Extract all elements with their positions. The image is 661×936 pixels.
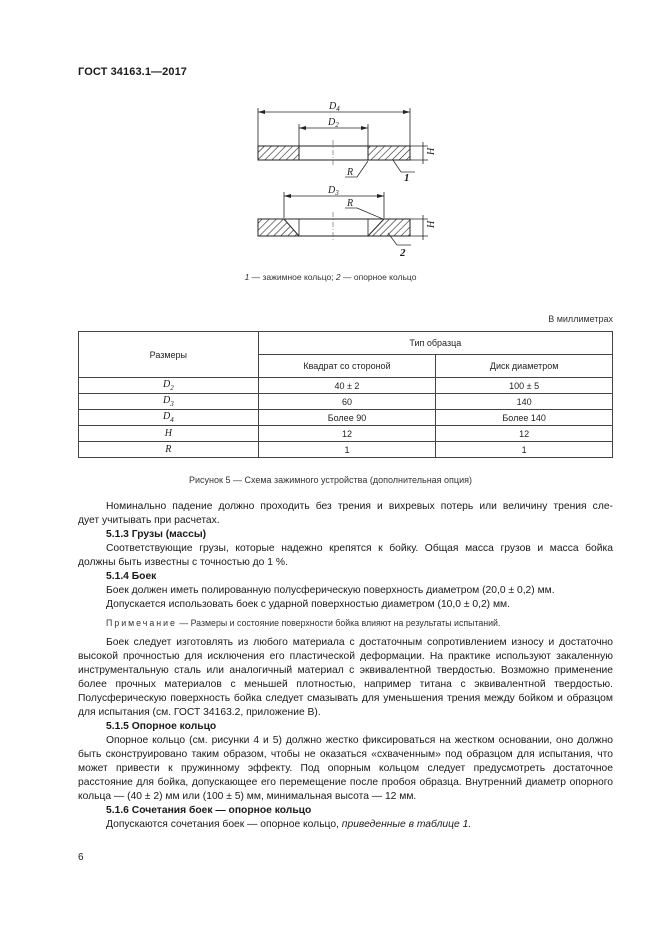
section-heading-514: 5.1.4 Боек — [106, 571, 157, 582]
dimensions-table — [78, 331, 613, 458]
paragraph-friction-line2: дует учитывать при расчетах. — [78, 515, 220, 526]
row-disk: Более 140 — [436, 410, 613, 426]
row-square: 12 — [258, 426, 436, 442]
row-name: $D_2$ — [79, 378, 259, 394]
section-heading-516: 5.1.6 Сочетания боек — опорное кольцо — [106, 805, 312, 816]
header-disk: Диск диаметром — [436, 355, 613, 378]
callout-2: 2 — [400, 247, 406, 259]
figure-caption: Рисунок 5 — Схема зажимного устройства (дополнительная опция) — [189, 475, 472, 485]
r-label-2: R — [347, 198, 354, 209]
row-name: $D_3$ — [79, 394, 259, 410]
table-row — [79, 442, 613, 458]
row-disk: 140 — [436, 394, 613, 410]
r-label-1: R — [347, 167, 354, 178]
document-code: ГОСТ 34163.1—2017 — [78, 66, 188, 78]
paragraph-weights-line1: Соответствующие грузы, которые надежно крепятся к бойку. Общая масса грузов и масса бойка — [106, 543, 613, 554]
row-square: Более 90 — [258, 410, 436, 426]
row-name: H — [79, 426, 259, 442]
note-text: — Размеры и состояние поверхности бойка влияют на результаты испытаний. — [176, 618, 501, 628]
paragraph-striker-2: Допускается использовать боек с ударной поверхностью диаметром (10,0 ± 0,2) мм. — [106, 599, 510, 610]
row-disk: 12 — [436, 426, 613, 442]
note-label: Примечание — [106, 618, 177, 628]
section-heading-515: 5.1.5 Опорное кольцо — [106, 721, 217, 732]
table-row — [79, 378, 613, 394]
d3-label: $D_3$ — [328, 185, 339, 197]
header-sizes: Размеры — [79, 332, 259, 378]
section-heading-513: 5.1.3 Грузы (массы) — [106, 529, 207, 540]
row-name: R — [79, 442, 259, 458]
row-disk: 100 ± 5 — [436, 378, 613, 394]
page-number: 6 — [78, 852, 84, 863]
units-note: В миллиметрах — [548, 314, 613, 324]
paragraph-material: Боек следует изготовлять из любого материала с достаточным сопротивлением износу и достаточно высокой прочностью для исключения его пластической деформации. На практике используют закаленную инструментальную сталь или аналогичный материал с эквивалентной твердостью. Возможно применение более прочных материалов с меньшей плотностью, например титана с эквивалентной твердостью. Полусферическую поверхность бойка следует смазывать для уменьшения трения между бойком и образцом для испытания (см. ГОСТ 34163.2, приложение В). — [78, 637, 613, 718]
clamping-device-diagram — [240, 96, 440, 266]
paragraph-friction-line1: Номинально падение должно проходить без трения и вихревых потерь или величину трения сле- — [106, 501, 613, 512]
h-label-1: H — [426, 147, 437, 155]
row-square: 40 ± 2 — [258, 378, 436, 394]
paragraph-support-ring: Опорное кольцо (см. рисунки 4 и 5) должно жестко фиксироваться на жестком основании, оно должно быть сконструировано таким образом, чтобы не оказаться «схваченным» под образцом для испытания, что может привести к пружинному эффекту. Под опорным кольцом следует предусмотреть достаточное расстояние для бойка, допускающее его перемещение после пробоя образца. Внутренний диаметр опорного кольца — (40 ± 2) мм или (100 ± 5) мм, минимальная высота — 12 мм. — [78, 735, 613, 802]
header-sample-type: Тип образца — [258, 332, 612, 355]
row-square: 1 — [258, 442, 436, 458]
table-row — [79, 426, 613, 442]
paragraph-striker-1: Боек должен иметь полированную полусферическую поверхность диаметром (20,0 ± 0,2) мм. — [106, 585, 555, 596]
paragraph-weights-line2: должны быть известны с точностью до 1 %. — [78, 557, 288, 568]
body-text — [78, 500, 613, 832]
row-square: 60 — [258, 394, 436, 410]
callout-1: 1 — [404, 172, 410, 184]
figure-legend: 1 — зажимное кольцо; 2 — опорное кольцо — [244, 272, 417, 282]
header-square: Квадрат со стороной — [258, 355, 436, 378]
h-label-2: H — [426, 220, 437, 228]
paragraph-combinations: Допускаются сочетания боек — опорное кольцо, приведенные в таблице 1. — [106, 819, 472, 830]
d4-label: $D_4$ — [329, 101, 340, 113]
row-name: $D_4$ — [79, 410, 259, 426]
row-disk: 1 — [436, 442, 613, 458]
note — [78, 616, 613, 630]
table-row — [79, 410, 613, 426]
table-row — [79, 394, 613, 410]
d2-label: $D_2$ — [328, 117, 339, 129]
